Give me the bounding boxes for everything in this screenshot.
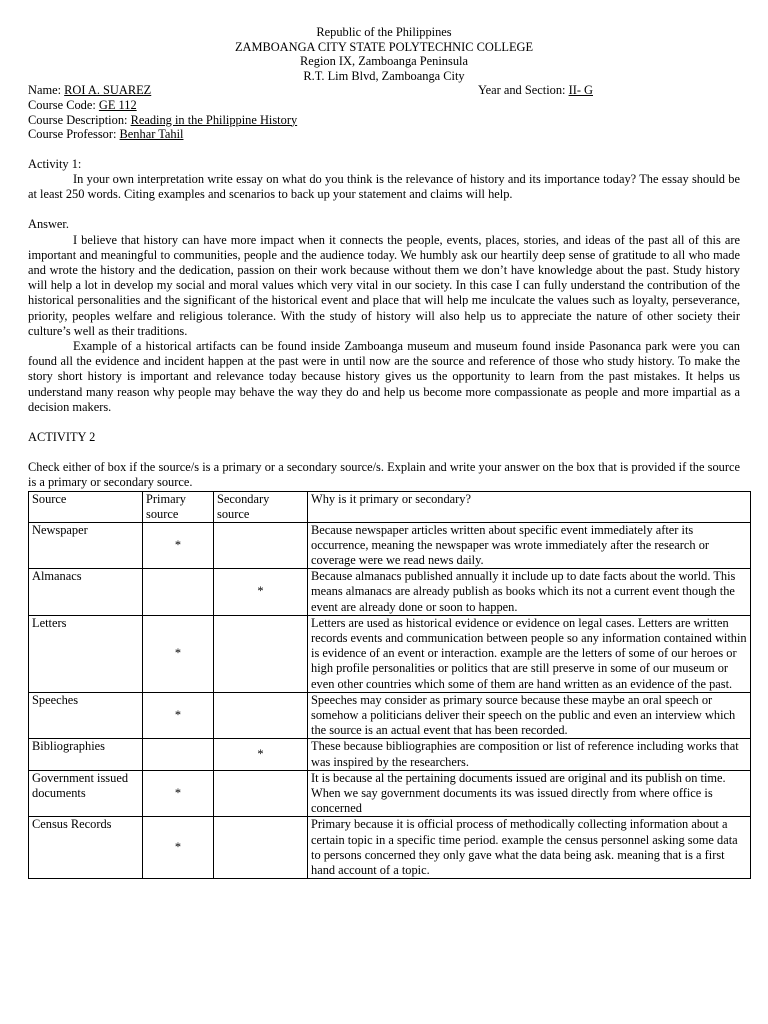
course-description-row [28,113,740,128]
activity1-title: Activity 1: [28,156,82,171]
activity2-instructions: Check either of box if the source/s is a primary or a secondary source/s. Explain and write your answer on the box that is provided if the source is a primary or secondary source. [28,460,740,490]
source-cell: Census Records [29,817,143,879]
table-row [29,569,751,616]
activity2-section [28,430,747,879]
why-cell: It is because al the pertaining documents issued are original and its publish on time. When we say government documents its was issued directly from where office is concerned [308,770,751,817]
primary-mark: * [143,692,214,739]
spacer [28,142,740,157]
answer-paragraph-1: I believe that history can have more impact when it connects the people, events, places, stories, and ideas of the past all of this are important and meaningful to communities, people and the audience today. We humbly ask our heartily deep sense of gratitude to all who made and wrote the history and the dedication, passion on their work because without them we don’t have knowledge about the past. Study history will help a lot in develop my social and moral values which very vital in our society. In this case I can fully understand the contribution of the historical personalities and the significant of the historical event and place that will help me inculcate the values such as loyalty, perseverance, priority, peoples welfare and religious tolerance. With the study of history will also help us to appreciate the nature of other society their culture’s well as their traditions. [28,232,740,338]
source-cell: Government issued documents [29,770,143,817]
source-cell: Letters [29,615,143,692]
year-section [478,83,593,98]
source-cell: Newspaper [29,522,143,569]
answer-label: Answer. [28,217,69,232]
secondary-mark [214,522,308,569]
name-label: Name: [28,83,65,98]
course-professor-row [28,127,740,142]
table-row [29,615,751,692]
course-description-value: Reading in the Philippine History [130,112,298,127]
secondary-mark [214,817,308,879]
table-header-row [29,491,751,522]
source-cell: Almanacs [29,569,143,616]
primary-mark: * [143,615,214,692]
secondary-mark: * [214,569,308,616]
primary-mark: * [143,522,214,569]
course-description-label: Course Description: [28,112,131,127]
table-row [29,817,751,879]
document-header [28,25,740,83]
answer-paragraph-2: Example of a historical artifacts can be found inside Zamboanga museum and museum found inside Pasonanca park were you can found all the evidence and incident happen at the past were in until now are the source and reference of those who study history. To make the story short history is important and relevance today because history gives us the opportunity to learn from the past mistakes. It helps us understand many reason why people may behave the way they do and help us become more compassionate as people and more impartial as a decision makers. [28,338,740,414]
secondary-mark [214,615,308,692]
header-source: Source [29,491,143,522]
source-cell: Speeches [29,692,143,739]
primary-mark [143,569,214,616]
course-code-label: Course Code: [28,97,99,112]
spacer [28,415,740,430]
primary-mark [143,739,214,770]
why-cell: These because bibliographies are composition or list of reference including works that was inspired by the researchers. [308,739,751,770]
why-cell: Letters are used as historical evidence or evidence on legal cases. Letters are written records events and communication between people so any information contained within is evidence of an event or interaction. example are the letters of some of our heroes or high profile personalities or politics that are still preserve in some of our museum or even other countries which some of them are hand written as an evidence of the past. [308,615,751,692]
header-why: Why is it primary or secondary? [308,491,751,522]
header-primary: Primary source [143,491,214,522]
table-row [29,692,751,739]
secondary-mark [214,692,308,739]
header-region: Region IX, Zamboanga Peninsula [300,54,468,69]
header-secondary: Secondary source [214,491,308,522]
name-value: ROI A. SUAREZ [64,83,152,98]
activity1-section [28,157,740,415]
why-cell: Because almanacs published annually it include up to date facts about the world. This means almanacs are already publish as books which its not a current event though the event are already done or soon to happen. [308,569,751,616]
source-cell: Bibliographies [29,739,143,770]
course-code-value: GE 112 [98,97,137,112]
table-row [29,739,751,770]
secondary-mark [214,770,308,817]
primary-mark: * [143,817,214,879]
spacer [28,445,740,460]
header-address: R.T. Lim Blvd, Zamboanga City [303,68,465,83]
course-professor-label: Course Professor: [28,127,120,142]
student-info [28,83,740,141]
year-value: II- G [568,83,593,98]
table-row [29,522,751,569]
table-row [29,770,751,817]
header-republic: Republic of the Philippines [316,25,452,39]
spacer [28,202,740,217]
header-college: ZAMBOANGA CITY STATE POLYTECHNIC COLLEGE [234,39,534,54]
year-label: Year and Section: [477,83,569,98]
why-cell: Speeches may consider as primary source because these maybe an oral speech or somehow a politicians deliver their speech on the public and even an interview which the source is an actual event that has been recorded. [308,692,751,739]
primary-mark: * [143,770,214,817]
course-code-row [28,98,740,113]
sources-table [28,491,751,880]
activity1-prompt: In your own interpretation write essay on what do you think is the relevance of history and its importance today? The essay should be at least 250 words. Citing examples and scenarios to back up your statement and claims will help. [28,171,740,202]
name-row [28,83,740,98]
activity2-title: ACTIVITY 2 [28,430,96,444]
course-professor-value: Benhar Tahil [119,127,184,142]
why-cell: Because newspaper articles written about specific event immediately after its occurrence, meaning the newspaper was wrote immediately after the research or coverage were we read news daily. [308,522,751,569]
why-cell: Primary because it is official process of methodically collecting information about a certain topic in a specific time period. example the census personnel asking some data to persons concerned they only gave what the data being ask. meaning that is a first hand account of a topic. [308,817,751,879]
secondary-mark: * [214,739,308,770]
